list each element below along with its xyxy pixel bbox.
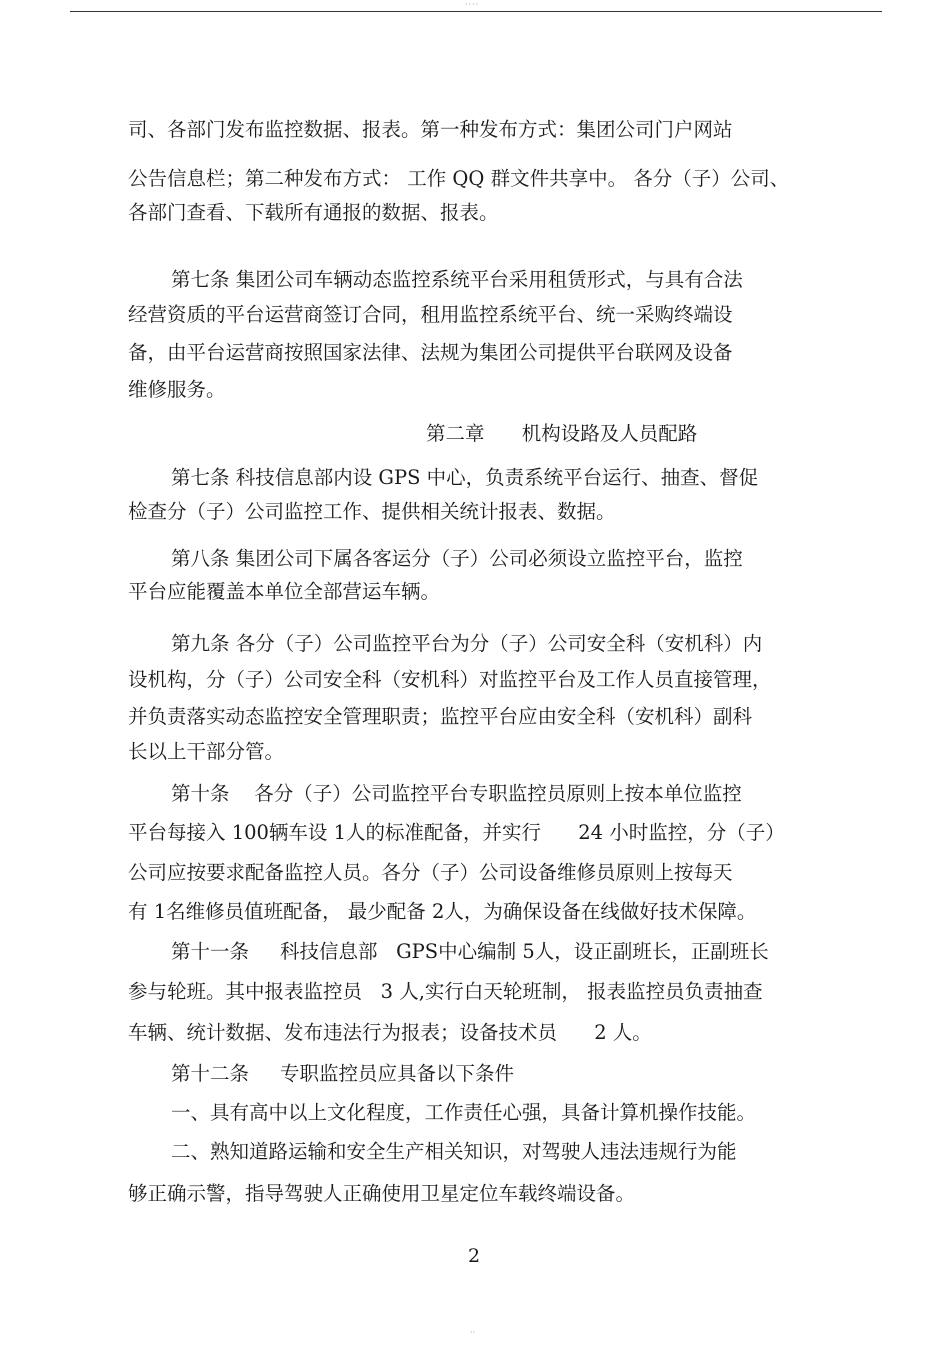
article-12-first: 第十二条 专职监控员应具备以下条件 <box>171 1062 514 1085</box>
text-line: 备，由平台运营商按照国家法律、法规为集团公司提供平台联网及设备 <box>128 341 733 364</box>
chapter-heading: 第二章 机构设路及人员配路 <box>426 422 698 445</box>
text-line: 够正确示警，指导驾驶人正确使用卫星定位车载终端设备。 <box>128 1182 636 1205</box>
text-line: 有 1名维修员值班配备， 最少配备 2人，为确保设备在线做好技术保障。 <box>128 900 757 923</box>
text-line: 参与轮班。其中报表监控员 3 人,实行白天轮班制， 报表监控员负责抽查 <box>128 980 763 1003</box>
text-line: 并负责落实动态监控安全管理职责；监控平台应由安全科（安机科）副科 <box>128 705 753 728</box>
text-line: 公司应按要求配备监控人员。各分（子）公司设备维修员原则上按每天 <box>128 861 733 884</box>
text-line: 各部门查看、下载所有通报的数据、报表。 <box>128 201 499 224</box>
footer-dots: ·· <box>470 1328 476 1337</box>
text-line: 长以上干部分管。 <box>128 740 285 763</box>
article-10-first: 第十条 各分（子）公司监控平台专职监控员原则上按本单位监控 <box>171 782 742 805</box>
article-11-first: 第十一条 科技信息部 GPS中心编制 5人，设正副班长，正副班长 <box>171 940 769 963</box>
article-8-first: 第八条 集团公司下属各客运分（子）公司必须设立监控平台，监控 <box>171 547 743 570</box>
text-line: 司、各部门发布监控数据、报表。第一种发布方式：集团公司门户网站 <box>128 118 733 141</box>
article-7-first: 第七条 集团公司车辆动态监控系统平台采用租赁形式，与具有合法 <box>171 268 743 291</box>
header-dots: ···· <box>465 0 480 9</box>
text-line: 经营资质的平台运营商签订合同，租用监控系统平台、统一采购终端设 <box>128 303 733 326</box>
text-line: 车辆、统计数据、发布违法行为报表；设备技术员 2 人。 <box>128 1021 652 1044</box>
text-line: 平台应能覆盖本单位全部营运车辆。 <box>128 580 441 603</box>
text-line: 检查分（子）公司监控工作、提供相关统计报表、数据。 <box>128 500 616 523</box>
text-line: 公告信息栏；第二种发布方式： 工作 QQ 群文件共享中。 各分（子）公司、 <box>128 167 790 190</box>
article-9-first: 第九条 各分（子）公司监控平台为分（子）公司安全科（安机科）内 <box>171 632 763 655</box>
condition-2: 二、熟知道路运输和安全生产相关知识，对驾驶人违法违规行为能 <box>171 1140 737 1163</box>
article-7b-first: 第七条 科技信息部内设 GPS 中心，负责系统平台运行、抽查、督促 <box>171 466 759 489</box>
text-line: 维修服务。 <box>128 378 226 401</box>
text-line: 平台每接入 100辆车设 1人的标准配备，并实行 24 小时监控，分（子） <box>128 821 785 844</box>
condition-1: 一、具有高中以上文化程度，工作责任心强，具备计算机操作技能。 <box>171 1101 757 1124</box>
header-rule <box>70 11 882 12</box>
page-number: 2 <box>468 1245 481 1267</box>
text-line: 设机构，分（子）公司安全科（安机科）对监控平台及工作人员直接管理， <box>128 668 772 691</box>
